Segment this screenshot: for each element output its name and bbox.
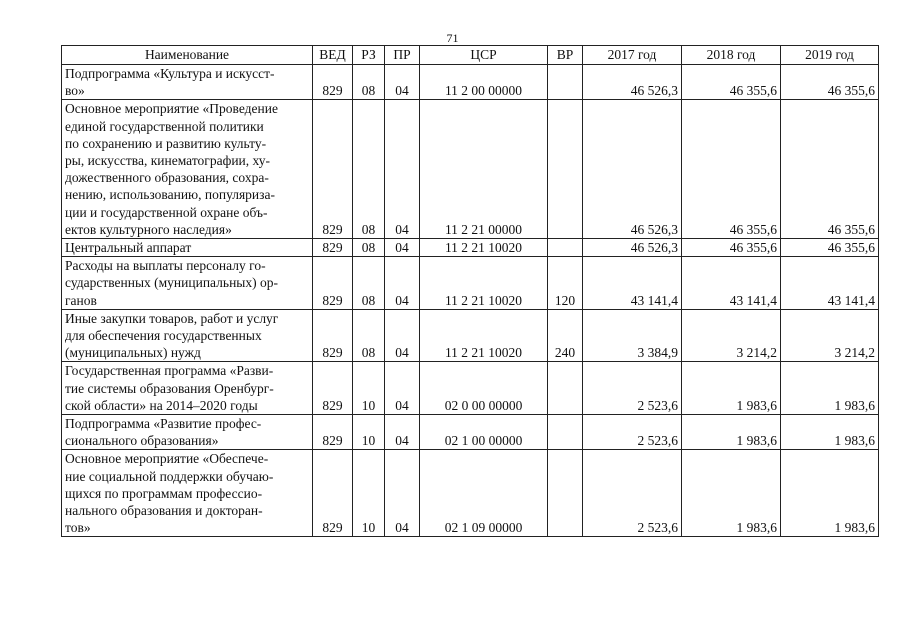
header-2018: 2018 год xyxy=(682,46,781,65)
row-csr: 11 2 00 00000 xyxy=(420,65,548,100)
header-rz: РЗ xyxy=(353,46,385,65)
row-ved: 829 xyxy=(313,415,353,450)
row-2019: 46 355,6 xyxy=(781,100,879,239)
row-name: Основное мероприятие «Проведение единой государственной политики по сохранению и развитию культу- ры, искусства, кинематографии, ху- дожественного образования, сохра- нению, использованию, популяриза- ции и государственной охране объ- ектов культурного наследия» xyxy=(62,100,313,239)
row-pr: 04 xyxy=(385,100,420,239)
row-2019: 1 983,6 xyxy=(781,415,879,450)
row-csr: 11 2 21 10020 xyxy=(420,257,548,310)
budget-table xyxy=(61,45,879,537)
row-rz: 10 xyxy=(353,415,385,450)
table-row xyxy=(62,257,879,310)
row-2017: 46 526,3 xyxy=(583,65,682,100)
row-pr: 04 xyxy=(385,450,420,537)
row-2019: 1 983,6 xyxy=(781,450,879,537)
row-rz: 10 xyxy=(353,450,385,537)
page-number: 71 xyxy=(446,31,459,45)
row-pr: 04 xyxy=(385,65,420,100)
header-row xyxy=(62,46,879,65)
row-pr: 04 xyxy=(385,309,420,362)
row-2017: 46 526,3 xyxy=(583,100,682,239)
row-csr: 02 1 00 00000 xyxy=(420,415,548,450)
row-vr xyxy=(548,362,583,415)
row-name: Государственная программа «Разви- тие системы образования Оренбург- ской области» на 2014–2020 годы xyxy=(62,362,313,415)
row-2017: 2 523,6 xyxy=(583,450,682,537)
row-2018: 3 214,2 xyxy=(682,309,781,362)
row-rz: 08 xyxy=(353,100,385,239)
row-2017: 2 523,6 xyxy=(583,362,682,415)
table-row xyxy=(62,415,879,450)
row-vr: 240 xyxy=(548,309,583,362)
row-2018: 46 355,6 xyxy=(682,65,781,100)
row-ved: 829 xyxy=(313,257,353,310)
row-2018: 43 141,4 xyxy=(682,257,781,310)
row-pr: 04 xyxy=(385,415,420,450)
row-rz: 10 xyxy=(353,362,385,415)
row-2018: 1 983,6 xyxy=(682,450,781,537)
row-csr: 02 1 09 00000 xyxy=(420,450,548,537)
row-2018: 46 355,6 xyxy=(682,100,781,239)
header-csr: ЦСР xyxy=(420,46,548,65)
header-pr: ПР xyxy=(385,46,420,65)
row-2018: 46 355,6 xyxy=(682,239,781,257)
row-vr xyxy=(548,239,583,257)
row-name: Подпрограмма «Развитие профес- сионального образования» xyxy=(62,415,313,450)
table-row xyxy=(62,450,879,537)
table-row xyxy=(62,65,879,100)
row-name: Основное мероприятие «Обеспече- ние социальной поддержки обучаю- щихся по программам профессио- нального образования и докторан- тов» xyxy=(62,450,313,537)
row-ved: 829 xyxy=(313,450,353,537)
header-2017: 2017 год xyxy=(583,46,682,65)
row-2017: 3 384,9 xyxy=(583,309,682,362)
table-row xyxy=(62,239,879,257)
row-name: Иные закупки товаров, работ и услуг для обеспечения государственных (муниципальных) нужд xyxy=(62,309,313,362)
row-pr: 04 xyxy=(385,362,420,415)
row-vr xyxy=(548,65,583,100)
header-ved: ВЕД xyxy=(313,46,353,65)
row-csr: 11 2 21 00000 xyxy=(420,100,548,239)
row-2017: 43 141,4 xyxy=(583,257,682,310)
table-row xyxy=(62,362,879,415)
row-2019: 1 983,6 xyxy=(781,362,879,415)
row-pr: 04 xyxy=(385,239,420,257)
table-row xyxy=(62,309,879,362)
row-name: Расходы на выплаты персоналу го- сударственных (муниципальных) ор- ганов xyxy=(62,257,313,310)
row-2019: 46 355,6 xyxy=(781,65,879,100)
row-2018: 1 983,6 xyxy=(682,415,781,450)
header-2019: 2019 год xyxy=(781,46,879,65)
row-2017: 46 526,3 xyxy=(583,239,682,257)
row-pr: 04 xyxy=(385,257,420,310)
row-csr: 11 2 21 10020 xyxy=(420,309,548,362)
row-vr xyxy=(548,415,583,450)
table-row xyxy=(62,100,879,239)
row-name: Подпрограмма «Культура и искусст- во» xyxy=(62,65,313,100)
row-2019: 43 141,4 xyxy=(781,257,879,310)
row-ved: 829 xyxy=(313,100,353,239)
row-2019: 3 214,2 xyxy=(781,309,879,362)
row-rz: 08 xyxy=(353,257,385,310)
row-ved: 829 xyxy=(313,65,353,100)
row-name: Центральный аппарат xyxy=(62,239,313,257)
row-2017: 2 523,6 xyxy=(583,415,682,450)
row-rz: 08 xyxy=(353,239,385,257)
row-ved: 829 xyxy=(313,239,353,257)
row-csr: 11 2 21 10020 xyxy=(420,239,548,257)
row-2018: 1 983,6 xyxy=(682,362,781,415)
header-vr: ВР xyxy=(548,46,583,65)
row-ved: 829 xyxy=(313,362,353,415)
row-vr: 120 xyxy=(548,257,583,310)
row-vr xyxy=(548,450,583,537)
header-name: Наименование xyxy=(62,46,313,65)
row-csr: 02 0 00 00000 xyxy=(420,362,548,415)
row-rz: 08 xyxy=(353,65,385,100)
row-vr xyxy=(548,100,583,239)
row-2019: 46 355,6 xyxy=(781,239,879,257)
row-ved: 829 xyxy=(313,309,353,362)
row-rz: 08 xyxy=(353,309,385,362)
